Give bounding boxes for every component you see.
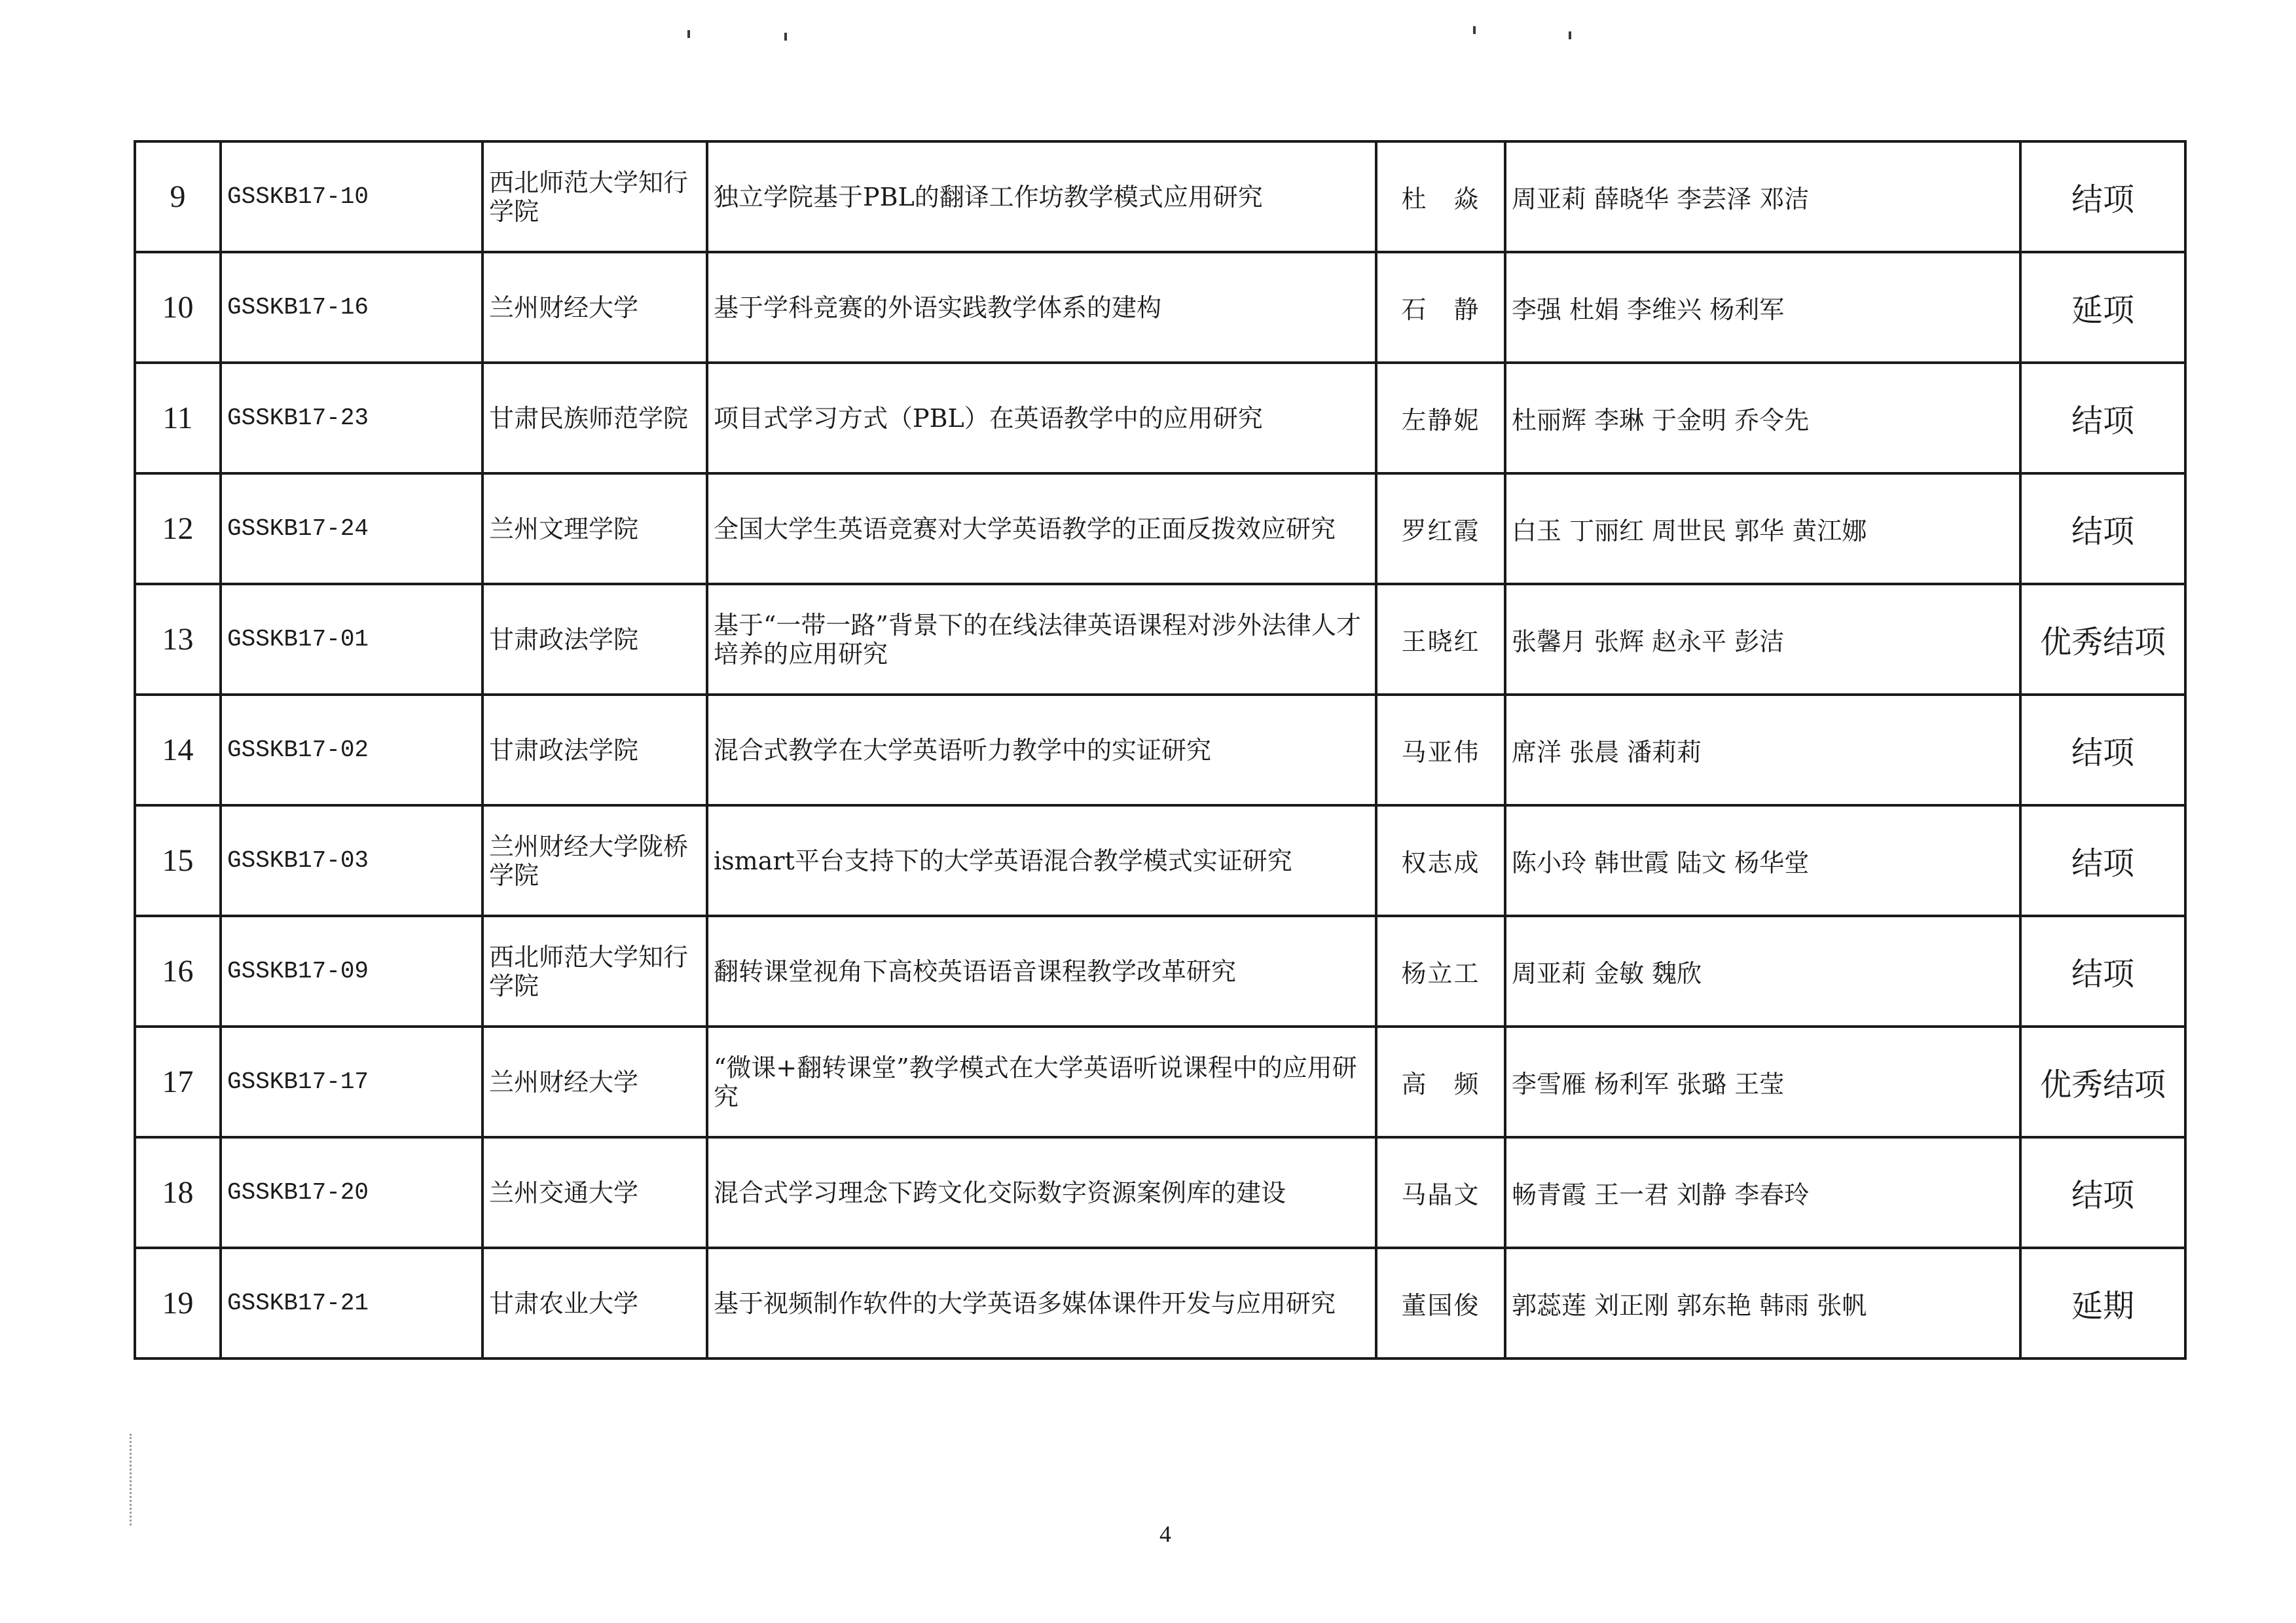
institution: 西北师范大学知行学院: [483, 141, 707, 252]
project-leader: 杜 焱: [1376, 141, 1505, 252]
institution: 甘肃政法学院: [483, 584, 707, 695]
project-title: 独立学院基于PBL的翻译工作坊教学模式应用研究: [707, 141, 1376, 252]
project-status: 延期: [2020, 1248, 2185, 1359]
project-status: 结项: [2020, 916, 2185, 1027]
project-title: 翻转课堂视角下高校英语语音课程教学改革研究: [707, 916, 1376, 1027]
project-leader: 杨立工: [1376, 916, 1505, 1027]
table-row: [135, 805, 2185, 916]
table-row: [135, 1248, 2185, 1359]
project-status: 结项: [2020, 473, 2185, 584]
institution: 兰州交通大学: [483, 1137, 707, 1248]
project-leader: 权志成: [1376, 805, 1505, 916]
table-row: [135, 584, 2185, 695]
project-leader: 罗红霞: [1376, 473, 1505, 584]
project-status: 结项: [2020, 1137, 2185, 1248]
project-leader: 石 静: [1376, 252, 1505, 363]
table-row: [135, 1027, 2185, 1137]
margin-dots: [130, 1434, 134, 1525]
project-members: 李强 杜娟 李维兴 杨利军: [1505, 252, 2020, 363]
project-title: 基于“一带一路”背景下的在线法律英语课程对涉外法律人才培养的应用研究: [707, 584, 1376, 695]
table-row: [135, 252, 2185, 363]
scan-mark: [784, 33, 787, 41]
row-number: 13: [135, 584, 221, 695]
project-leader: 马晶文: [1376, 1137, 1505, 1248]
row-number: 14: [135, 695, 221, 805]
project-members: 周亚莉 薛晓华 李芸泽 邓洁: [1505, 141, 2020, 252]
row-number: 15: [135, 805, 221, 916]
institution: 兰州财经大学: [483, 252, 707, 363]
institution: 甘肃农业大学: [483, 1248, 707, 1359]
project-title: 基于视频制作软件的大学英语多媒体课件开发与应用研究: [707, 1248, 1376, 1359]
project-status: 优秀结项: [2020, 584, 2185, 695]
institution: 西北师范大学知行学院: [483, 916, 707, 1027]
project-code: GSSKB17-09: [221, 916, 483, 1027]
project-code: GSSKB17-17: [221, 1027, 483, 1137]
project-code: GSSKB17-16: [221, 252, 483, 363]
project-title: ismart平台支持下的大学英语混合教学模式实证研究: [707, 805, 1376, 916]
project-leader: 高 频: [1376, 1027, 1505, 1137]
row-number: 12: [135, 473, 221, 584]
table-row: [135, 141, 2185, 252]
project-code: GSSKB17-02: [221, 695, 483, 805]
project-code: GSSKB17-21: [221, 1248, 483, 1359]
project-members: 张馨月 张辉 赵永平 彭洁: [1505, 584, 2020, 695]
scan-mark: [687, 30, 690, 38]
project-title: 混合式教学在大学英语听力教学中的实证研究: [707, 695, 1376, 805]
project-code: GSSKB17-23: [221, 363, 483, 473]
project-leader: 王晓红: [1376, 584, 1505, 695]
project-table: [134, 140, 2187, 1360]
table-row: [135, 363, 2185, 473]
institution: 兰州财经大学陇桥学院: [483, 805, 707, 916]
row-number: 19: [135, 1248, 221, 1359]
project-members: 席洋 张晨 潘莉莉: [1505, 695, 2020, 805]
table-row: [135, 1137, 2185, 1248]
project-members: 郭蕊莲 刘正刚 郭东艳 韩雨 张帆: [1505, 1248, 2020, 1359]
page-number: 4: [1159, 1521, 1171, 1547]
row-number: 9: [135, 141, 221, 252]
project-code: GSSKB17-20: [221, 1137, 483, 1248]
project-members: 畅青霞 王一君 刘静 李春玲: [1505, 1137, 2020, 1248]
row-number: 10: [135, 252, 221, 363]
project-title: 基于学科竞赛的外语实践教学体系的建构: [707, 252, 1376, 363]
project-table-body: [135, 141, 2185, 1359]
row-number: 17: [135, 1027, 221, 1137]
project-status: 结项: [2020, 805, 2185, 916]
row-number: 18: [135, 1137, 221, 1248]
project-title: 项目式学习方式（PBL）在英语教学中的应用研究: [707, 363, 1376, 473]
project-members: 白玉 丁丽红 周世民 郭华 黄江娜: [1505, 473, 2020, 584]
table-row: [135, 695, 2185, 805]
institution: 甘肃政法学院: [483, 695, 707, 805]
row-number: 11: [135, 363, 221, 473]
row-number: 16: [135, 916, 221, 1027]
project-title: “微课+翻转课堂”教学模式在大学英语听说课程中的应用研究: [707, 1027, 1376, 1137]
project-leader: 董国俊: [1376, 1248, 1505, 1359]
institution: 甘肃民族师范学院: [483, 363, 707, 473]
project-code: GSSKB17-01: [221, 584, 483, 695]
scan-mark: [1473, 26, 1476, 34]
project-members: 陈小玲 韩世霞 陆文 杨华堂: [1505, 805, 2020, 916]
project-code: GSSKB17-10: [221, 141, 483, 252]
project-status: 结项: [2020, 695, 2185, 805]
project-leader: 左静妮: [1376, 363, 1505, 473]
project-leader: 马亚伟: [1376, 695, 1505, 805]
project-code: GSSKB17-03: [221, 805, 483, 916]
project-title: 全国大学生英语竞赛对大学英语教学的正面反拨效应研究: [707, 473, 1376, 584]
project-title: 混合式学习理念下跨文化交际数字资源案例库的建设: [707, 1137, 1376, 1248]
project-code: GSSKB17-24: [221, 473, 483, 584]
project-status: 结项: [2020, 363, 2185, 473]
project-status: 延项: [2020, 252, 2185, 363]
table-row: [135, 473, 2185, 584]
institution: 兰州文理学院: [483, 473, 707, 584]
project-status: 优秀结项: [2020, 1027, 2185, 1137]
project-members: 杜丽辉 李琳 于金明 乔令先: [1505, 363, 2020, 473]
table-row: [135, 916, 2185, 1027]
institution: 兰州财经大学: [483, 1027, 707, 1137]
project-members: 李雪雁 杨利军 张璐 王莹: [1505, 1027, 2020, 1137]
project-status: 结项: [2020, 141, 2185, 252]
scan-mark: [1569, 31, 1571, 39]
project-members: 周亚莉 金敏 魏欣: [1505, 916, 2020, 1027]
